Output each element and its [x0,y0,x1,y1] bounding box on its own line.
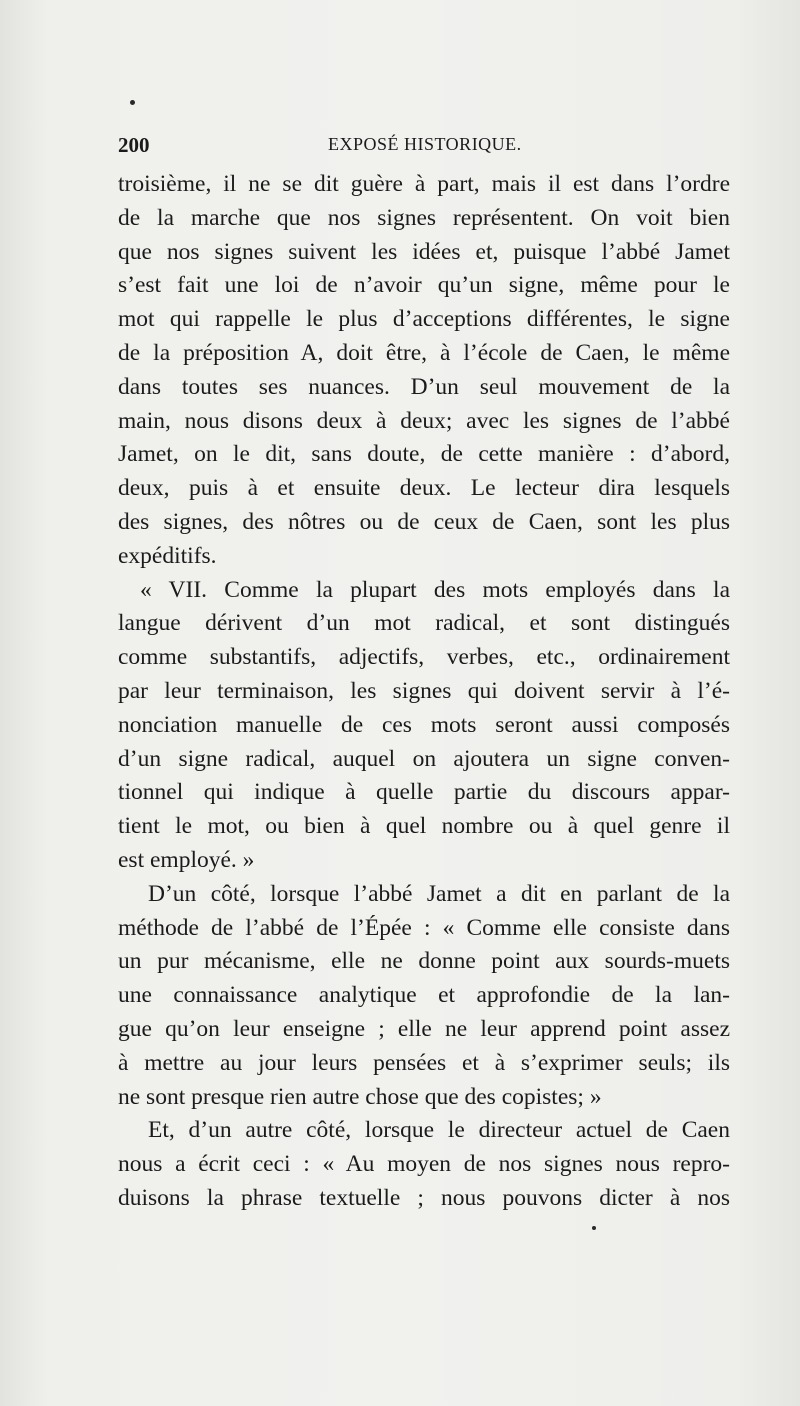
page-number: 200 [118,133,150,157]
body-text [118,168,730,1216]
text-line: de la marche que nos signes représentent. On voit bien [118,204,730,231]
text-line: un pur mécanisme, elle ne donne point aux sourds-muets [118,948,730,975]
text-line: Et, d’un autre côté, lorsque le directeur actuel de Caen [148,1117,730,1144]
text-line: par leur terminaison, les signes qui doivent servir à l’é- [118,677,730,704]
text-line: deux, puis à et ensuite deux. Le lecteur dira lesquels [118,475,730,502]
text-line: D’un côté, lorsque l’abbé Jamet a dit en parlant de la [148,880,730,907]
text-line: Jamet, on le dit, sans doute, de cette manière : d’abord, [118,441,730,468]
text-line: de la préposition A, doit être, à l’école de Caen, le même [118,339,730,366]
text-line: « VII. Comme la plupart des mots employés dans la [140,576,730,603]
text-line: des signes, des nôtres ou de ceux de Caen, sont les plus [118,508,730,535]
running-title: EXPOSÉ HISTORIQUE. [328,134,522,154]
text-line: méthode de l’abbé de l’Épée : « Comme elle consiste dans [118,914,730,941]
text-line: s’est fait une loi de n’avoir qu’un signe, même pour le [118,272,730,299]
ink-speck-bottom [592,1226,596,1230]
text-line: dans toutes ses nuances. D’un seul mouvement de la [118,373,730,400]
text-line: que nos signes suivent les idées et, puisque l’abbé Jamet [118,238,730,265]
text-line: est employé. » [118,846,255,873]
text-line: d’un signe radical, auquel on ajoutera un signe conven- [118,745,730,772]
text-line: comme substantifs, adjectifs, verbes, etc., ordinairement [118,644,730,671]
text-line: tient le mot, ou bien à quel nombre ou à quel genre il [118,813,730,840]
text-line: duisons la phrase textuelle ; nous pouvons dicter à nos [118,1184,730,1211]
text-line: gue qu’on leur enseigne ; elle ne leur apprend point assez [118,1015,730,1042]
text-line: troisième, il ne se dit guère à part, mais il est dans l’ordre [118,171,730,197]
text-line: ne sont presque rien autre chose que des copistes; » [118,1083,602,1110]
text-line: mot qui rappelle le plus d’acceptions différentes, le signe [118,306,730,333]
text-line: tionnel qui indique à quelle partie du discours appar- [118,779,730,806]
text-line: une connaissance analytique et approfondie de la lan- [118,982,730,1009]
page-header [118,133,728,163]
text-line: à mettre au jour leurs pensées et à s’exprimer seuls; ils [118,1049,730,1076]
text-line: expéditifs. [118,542,217,569]
text-line: langue dérivent d’un mot radical, et sont distingués [118,610,730,637]
ink-speck-top [130,100,135,105]
text-line: main, nous disons deux à deux; avec les signes de l’abbé [118,407,730,434]
text-line: nonciation manuelle de ces mots seront aussi composés [118,711,730,738]
text-line: nous a écrit ceci : « Au moyen de nos signes nous repro- [118,1151,730,1178]
